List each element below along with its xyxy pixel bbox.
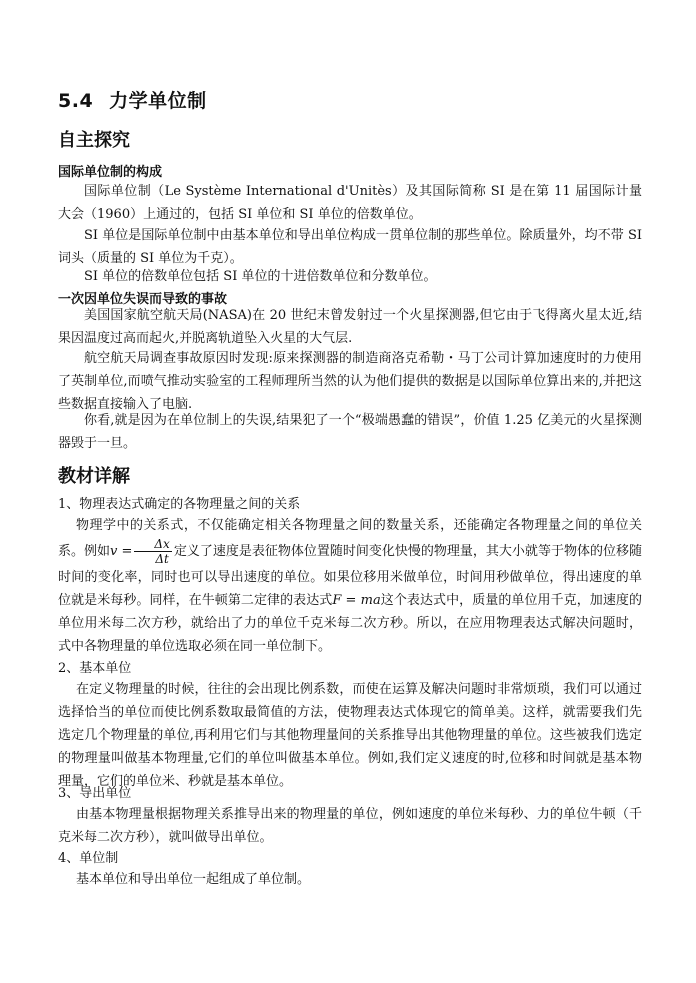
- paragraph-item-4: 基本单位和导出单位一起组成了单位制。: [76, 872, 311, 887]
- item-1-title: 1、物理表达式确定的各物理量之间的关系: [58, 497, 301, 512]
- chapter-name: 力学单位制: [109, 90, 207, 112]
- section-title-explain: 教材详解: [58, 466, 130, 487]
- paragraph-si-1: 国际单位制（Le Système International d'Unitès）及其国际简称 SI 是在第 11 届国际计量大会（1960）上通过的，包括 SI 单位和 SI 单位的倍数单位。: [58, 184, 642, 222]
- paragraph-si-2: SI 单位是国际单位制中由基本单位和导出单位构成一贯单位制的那些单位。除质量外，均不带 SI 词头（质量的 SI 单位为千克）。: [58, 228, 642, 266]
- paragraph-item-2: 在定义物理量的时候，往往的会出现比例系数，而使在运算及解决问题时非常烦琐，我们可以通过选择恰当的单位而使比例系数取最简值的方法，使物理表达式体现它的简单美。这样，就需要我们先选定几个物理量的单位,再利用它们与其他物理量间的关系推导出其他物理量的单位。这些被我们选定的物理量叫做基本物理量,它们的单位叫做基本单位。例如,我们定义速度的时,位移和时间就是基本物理量，它们的单位米、秒就是基本单位。: [58, 682, 642, 789]
- paragraph-item-3: 由基本物理量根据物理关系推导出来的物理量的单位，例如速度的单位米每秒、力的单位牛顿（千克米每二次方秒），就叫做导出单位。: [58, 807, 642, 845]
- paragraph-si-3: SI 单位的倍数单位包括 SI 单位的十进倍数单位和分数单位。: [84, 269, 437, 284]
- paragraph-accident-1: 美国国家航空航天局(NASA)在 20 世纪末曾发射过一个火星探测器,但它由于飞得离火星太近,结果因温度过高而起火,并脱离轨道坠入火星的大气层.: [58, 308, 642, 346]
- chapter-title: [58, 86, 207, 113]
- formula-newton: F = ma: [332, 593, 381, 608]
- paragraph-item-1: [58, 514, 642, 658]
- item-1-text-c: 这个表达式中，质量的单位用千克，加速度的单位用米每二次方秒，就给出了力的单位千克米每二次方秒。所以，在应用物理表达式解决问题时，式中各物理量的单位选取必须在同一单位制下。: [58, 593, 642, 654]
- subheading-accident: 一次因单位失误而导致的事故: [58, 292, 228, 307]
- paragraph-accident-2: 航空航天局调查事故原因时发现:原来探测器的制造商洛克希勒・马丁公司计算加速度时的力使用了英制单位,而喷气推动实验室的工程师理所当然的认为他们提供的数据是以国际单位算出来的,并把这些数据直接输入了电脑.: [58, 351, 642, 412]
- formula-numerator: Δx: [134, 537, 171, 552]
- chapter-number: 5.4: [58, 90, 94, 112]
- item-4-title: 4、单位制: [58, 851, 119, 866]
- section-title-explore: 自主探究: [58, 130, 130, 151]
- item-2-title: 2、基本单位: [58, 661, 132, 676]
- formula-velocity-lhs: v =: [110, 544, 133, 559]
- item-1-text-a: 物理学中的关系式，不仅能确定相关各物理量之间的数量关系，还能确定各物理量之间的单位关系。例如: [58, 518, 642, 559]
- paragraph-accident-3: 你看,就是因为在单位制上的失误,结果犯了一个“极端愚蠢的错误”，价值 1.25 亿美元的火星探测器毁于一旦。: [58, 413, 642, 451]
- formula-denominator: Δt: [155, 552, 169, 566]
- item-3-title: 3、导出单位: [58, 786, 132, 801]
- subheading-si: 国际单位制的构成: [58, 165, 163, 180]
- formula-velocity-fraction: [134, 537, 171, 566]
- item-1-text-b: 定义了速度是表征物体位置随时间变化快慢的物理量，其大小就等于物体的位移随时间的变化率，同时也可以导出速度的单位。如果位移用米做单位，时间用秒做单位，得出速度的单位就是米每秒。同样，在牛顿第二定律的表达式: [58, 544, 642, 608]
